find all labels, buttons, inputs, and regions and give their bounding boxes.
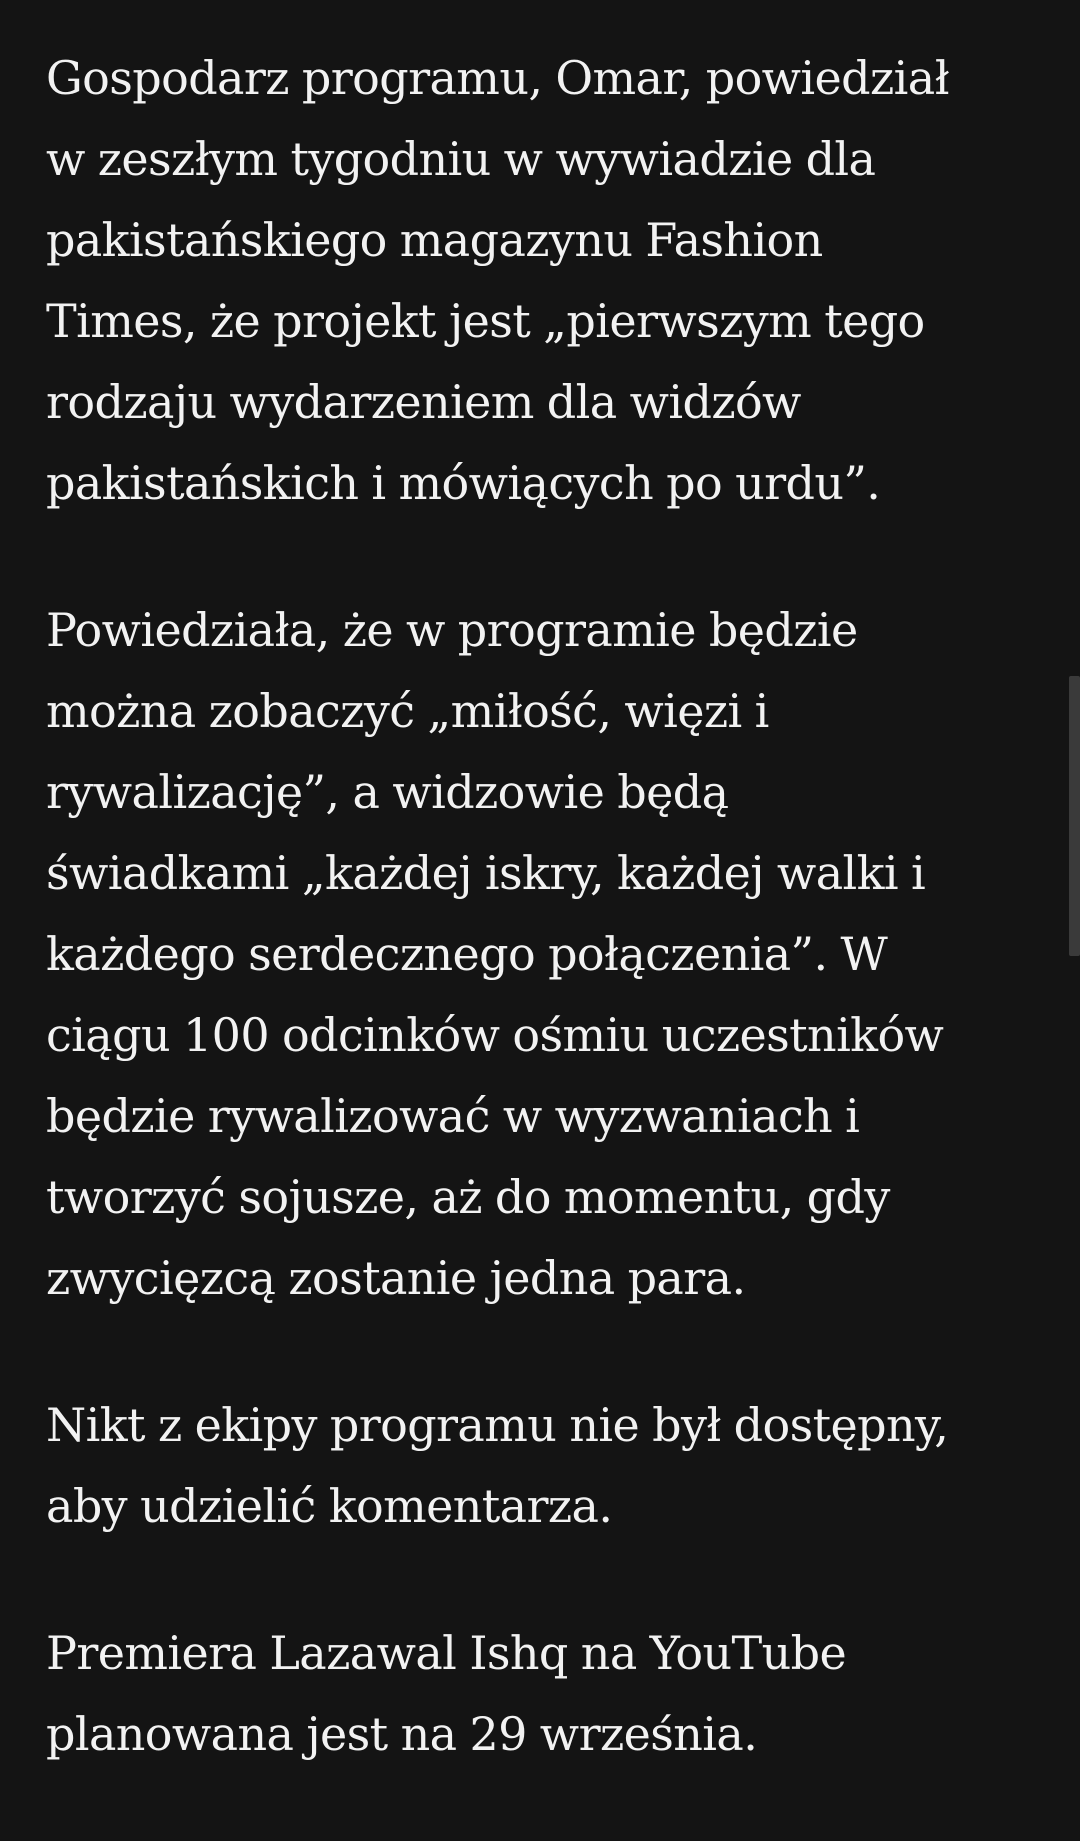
text-line: Premiera Lazawal Ishq na YouTube xyxy=(46,1626,847,1680)
text-line: ciągu 100 odcinków ośmiu uczestników xyxy=(46,1008,944,1062)
text-line: każdego serdecznego połączenia”. W xyxy=(46,927,888,981)
text-line: Gospodarz programu, Omar, powiedział xyxy=(46,51,949,105)
article-paragraph-3 xyxy=(46,1385,1036,1547)
text-line: w zeszłym tygodniu w wywiadzie dla xyxy=(46,132,876,186)
article-paragraph-1 xyxy=(46,38,1036,524)
text-line: świadkami „każdej iskry, każdej walki i xyxy=(46,846,926,900)
article-body xyxy=(46,38,1036,1841)
text-line: tworzyć sojusze, aż do momentu, gdy xyxy=(46,1170,890,1224)
article-paragraph-2 xyxy=(46,590,1036,1319)
text-line: pakistańskiego magazynu Fashion xyxy=(46,213,823,267)
text-line: Powiedziała, że w programie będzie xyxy=(46,603,858,657)
scrollbar-thumb[interactable] xyxy=(1069,676,1080,956)
text-line: pakistańskich i mówiących po urdu”. xyxy=(46,456,881,510)
text-line: rywalizację”, a widzowie będą xyxy=(46,765,729,819)
article-paragraph-4 xyxy=(46,1613,1036,1775)
text-line: aby udzielić komentarza. xyxy=(46,1479,613,1533)
text-line: będzie rywalizować w wyzwaniach i xyxy=(46,1089,860,1143)
text-line: można zobaczyć „miłość, więzi i xyxy=(46,684,769,738)
text-line: Times, że projekt jest „pierwszym tego xyxy=(46,294,925,348)
text-line: planowana jest na 29 września. xyxy=(46,1707,758,1761)
text-line: rodzaju wydarzeniem dla widzów xyxy=(46,375,801,429)
text-line: zwycięzcą zostanie jedna para. xyxy=(46,1251,746,1305)
text-line: Nikt z ekipy programu nie był dostępny, xyxy=(46,1398,949,1452)
